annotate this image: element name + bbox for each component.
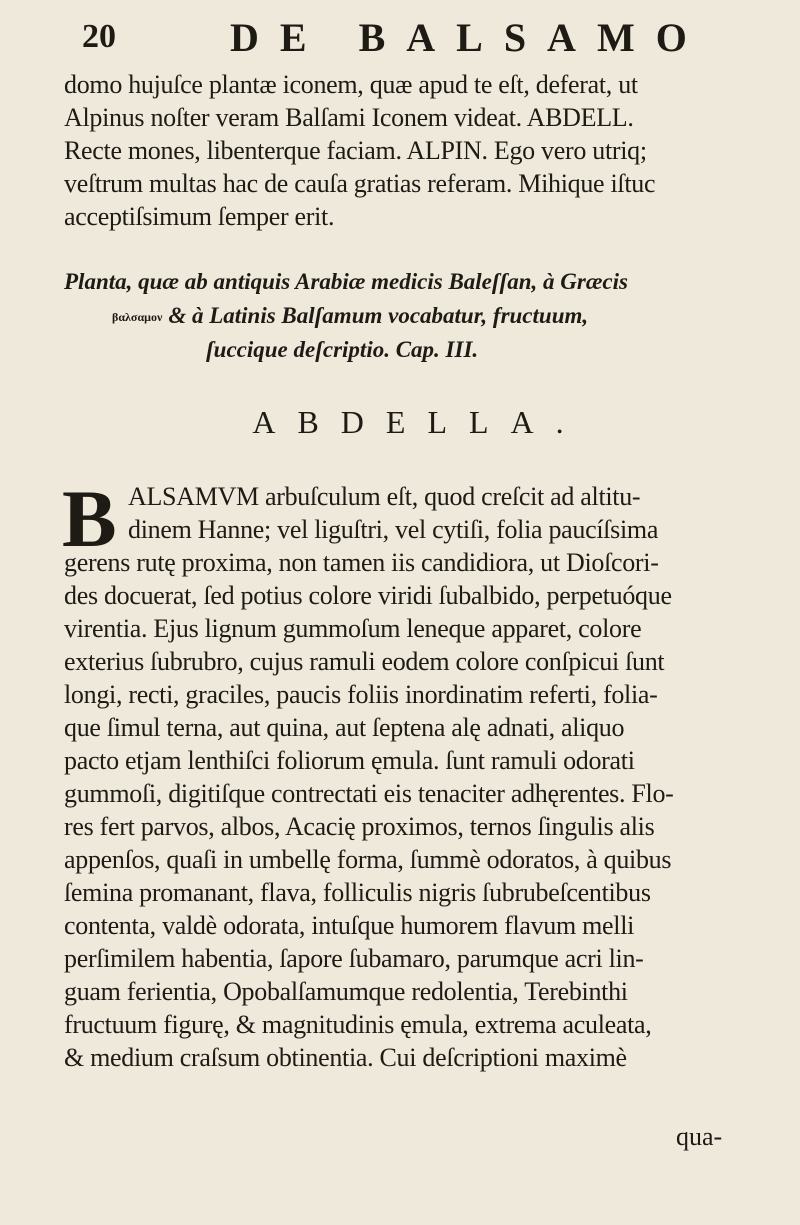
text-line: res fert parvos, albos, Acacię proximos, ternos ſingulis alis	[64, 812, 655, 841]
text-line: gerens rutę proxima, non tamen iis candidiora, ut Dioſcori-	[64, 548, 659, 577]
text-line: pacto etjam lenthiſci foliorum ęmula. ſunt ramuli odorati	[64, 746, 635, 775]
chapter-heading-line: Planta, quæ ab antiquis Arabiæ medicis Baleſſan, à Græcis	[64, 269, 628, 294]
body-paragraph	[62, 473, 768, 1074]
text-line: Alpinus noſter veram Balſami Iconem videat. ABDELL.	[64, 103, 634, 132]
text-line: veſtrum multas hac de cauſa gratias referam. Mihique iſtuc	[64, 169, 656, 198]
text-line: Recte mones, libenterque faciam. ALPIN. Ego vero utriq;	[64, 136, 647, 165]
page-header	[82, 14, 762, 64]
text-line: longi, recti, graciles, paucis foliis inordinatim referti, folia-	[64, 680, 658, 709]
text-line: exterius ſubrubro, cujus ramuli eodem colore conſpicui ſunt	[64, 647, 665, 676]
text-line: appenſos, quaſi in umbellę forma, ſummè odoratos, à quibus	[64, 845, 672, 874]
text-line: contenta, valdè odorata, intuſque humorem flavum melli	[64, 911, 635, 940]
text-line: domo hujuſce plantæ iconem, quæ apud te eſt, deferat, ut	[64, 70, 638, 99]
text-line: que ſimul terna, aut quina, aut ſeptena alę adnati, aliquo	[64, 713, 625, 742]
text-line: ſemina promanant, flava, folliculis nigris ſubrubeſcentibus	[64, 878, 651, 907]
chapter-heading	[64, 265, 768, 367]
intro-paragraph	[64, 68, 768, 233]
text-line: virentia. Ejus lignum gummoſum leneque apparet, colore	[64, 614, 642, 643]
text-line: gummoſi, digitiſque contrectati eis tenaciter adhęrentes. Flo-	[64, 779, 674, 808]
text-line: guam ferientia, Opobalſamumque redolentia, Terebinthi	[64, 977, 628, 1006]
drop-cap: B	[62, 473, 117, 564]
text-line: des docuerat, ſed potius colore viridi ſubalbido, perpetuóque	[64, 581, 672, 610]
catchword: qua-	[676, 1122, 723, 1151]
running-title: DE BALSAMO	[230, 15, 708, 60]
text-line: ALSAMVM arbuſculum eſt, quod creſcit ad altitu-	[128, 482, 641, 511]
text-line: dinem Hanne; vel liguſtri, vel cytiſi, folia paucíſsima	[128, 515, 659, 544]
text-line: fructuum figurę, & magnitudinis ęmula, extrema aculeata,	[64, 1010, 652, 1039]
text-line: acceptiſsimum ſemper erit.	[64, 202, 335, 231]
chapter-heading-line	[64, 299, 768, 333]
greek-word: βαλσαμον	[112, 310, 163, 324]
text-line: & medium craſsum obtinentia. Cui deſcriptioni maximè	[64, 1043, 627, 1072]
text-line: perſimilem habentia, ſapore ſubamaro, parumque acri lin-	[64, 944, 644, 973]
chapter-heading-text: & à Latinis Balſamum vocabatur, fructuum,	[168, 303, 589, 328]
speaker-name: ABDELLA.	[252, 404, 586, 440]
page-number: 20	[82, 18, 116, 55]
chapter-heading-line: ſuccique deſcriptio. Cap. III.	[206, 337, 479, 362]
